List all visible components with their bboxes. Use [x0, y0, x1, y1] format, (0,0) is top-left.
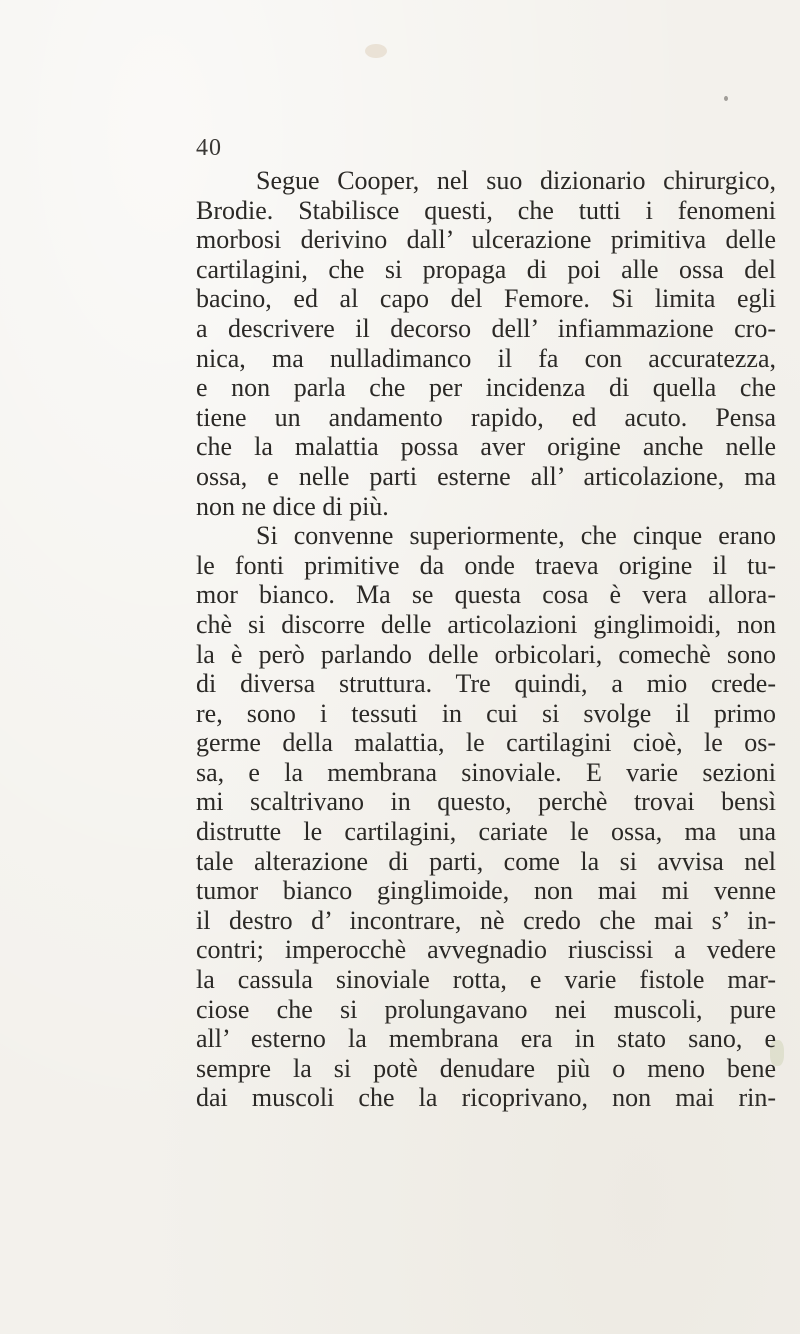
text-line: dai muscoli che la ricoprivano, non mai rin- [196, 1083, 776, 1113]
text-line: Brodie. Stabilisce questi, che tutti i fenomeni [196, 195, 776, 225]
text-line: il destro d’ incontrare, nè credo che mai s’ in- [196, 905, 776, 935]
text-line: contri; imperocchè avvegnadio riuscissi a vedere [196, 935, 776, 965]
text-line: ciose che si prolungavano nei muscoli, pure [196, 994, 776, 1024]
text-line: tale alterazione di parti, come la si avvisa nel [196, 846, 776, 876]
text-line: sempre la si potè denudare più o meno bene [196, 1053, 776, 1083]
text-line: distrutte le cartilagini, cariate le ossa, ma una [196, 817, 776, 847]
text-line: all’ esterno la membrana era in stato sano, e [196, 1024, 776, 1054]
paper-stain [365, 44, 387, 58]
text-line: la è però parlando delle orbicolari, comechè sono [196, 639, 776, 669]
text-line: e non parla che per incidenza di quella che [196, 373, 776, 403]
text-line: mor bianco. Ma se questa cosa è vera allora- [196, 580, 776, 610]
text-line: Segue Cooper, nel suo dizionario chirurgico, [256, 166, 776, 195]
text-line: chè si discorre delle articolazioni ginglimoidi, non [196, 609, 776, 639]
page-number: 40 [196, 135, 222, 161]
ink-speck [724, 96, 728, 101]
text-line: germe della malattia, le cartilagini cioè, le os- [196, 728, 776, 758]
text-line: bacino, ed al capo del Femore. Si limita egli [196, 284, 776, 314]
text-line: re, sono i tessuti in cui si svolge il primo [196, 698, 776, 728]
text-line: morbosi derivino dall’ ulcerazione primitiva delle [196, 225, 776, 255]
text-line: sa, e la membrana sinoviale. E varie sezioni [196, 757, 776, 787]
text-line: mi scaltrivano in questo, perchè trovai bensì [196, 787, 776, 817]
text-line: la cassula sinoviale rotta, e varie fistole mar- [196, 965, 776, 995]
text-line: nica, ma nulladimanco il fa con accuratezza, [196, 343, 776, 373]
text-line: che la malattia possa aver origine anche nelle [196, 432, 776, 462]
text-line: a descrivere il decorso dell’ infiammazione cro- [196, 313, 776, 343]
text-line: non ne dice di più. [196, 491, 389, 521]
body-text [196, 166, 776, 1113]
text-line: cartilagini, che si propaga di poi alle ossa del [196, 254, 776, 284]
text-line: tumor bianco ginglimoide, non mai mi venne [196, 876, 776, 906]
text-line: Si convenne superiormente, che cinque erano [256, 521, 776, 551]
text-line: tiene un andamento rapido, ed acuto. Pensa [196, 402, 776, 432]
text-line: le fonti primitive da onde traeva origine il tu- [196, 550, 776, 580]
text-line: ossa, e nelle parti esterne all’ articolazione, ma [196, 461, 776, 491]
text-line: di diversa struttura. Tre quindi, a mio crede- [196, 669, 776, 699]
